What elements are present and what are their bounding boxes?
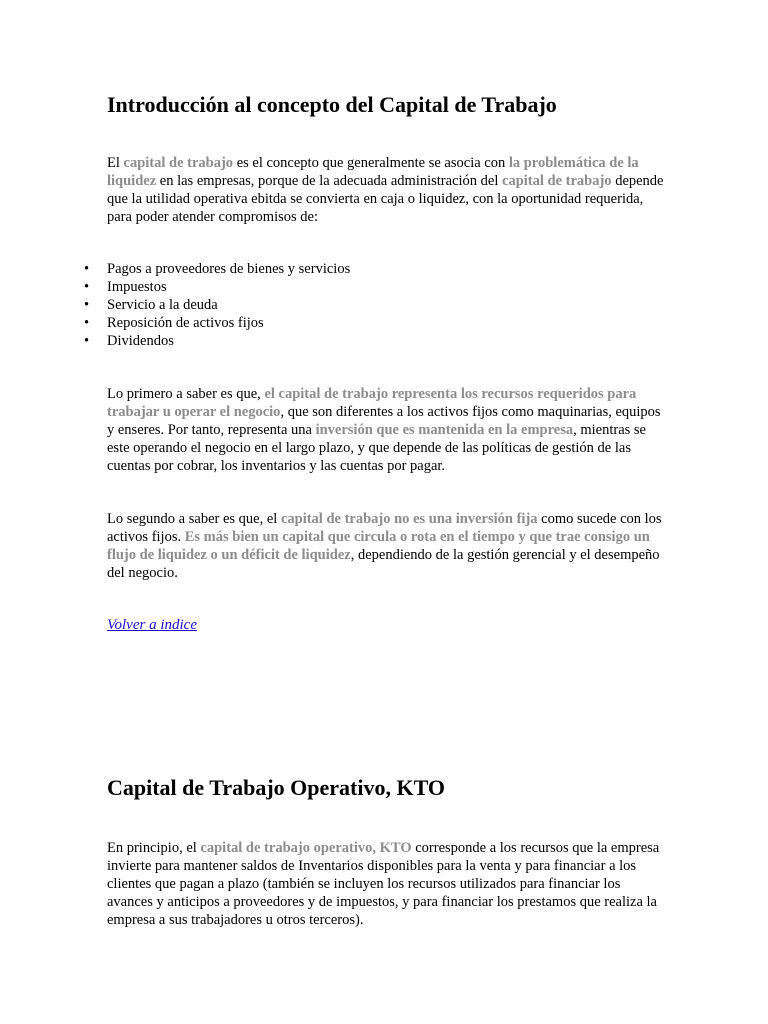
list-item: • Servicio a la deuda [107,296,667,314]
text-run: depende que la utilidad operativa ebitda se convierta en caja o liquidez, con la oportunidad requerida, para poder atender compromisos de: [107,173,664,225]
text-run: como sucede con los activos fijos. [107,511,662,545]
highlighted-phrase: capital de trabajo no es una inversión fija [280,511,538,527]
section-intro-title-block [107,92,667,118]
text-run: En principio, el [107,840,201,856]
section-kto-title-block [107,775,667,801]
list-item: • Pagos a proveedores de bienes y servicios [107,260,667,278]
highlighted-phrase: el capital de trabajo representa los recursos requeridos para trabajar u operar el negocio [107,386,637,420]
highlighted-phrase: capital de trabajo operativo, KTO [200,840,412,856]
back-to-index-link[interactable]: Volver a indice [107,617,197,633]
list-item: • Impuestos [107,278,667,296]
second-point-paragraph [107,510,667,582]
highlighted-phrase: Es más bien un capital que circula o rota en el tiempo y que trae consigo un flujo de liquidez o un déficit de liquidez [107,529,650,563]
highlighted-phrase: la problemática de la liquidez [107,155,639,189]
text-run: , dependiendo de la gestión gerencial y el desempeño del negocio. [107,547,660,581]
back-link-block [107,616,667,634]
paragraph-text [107,839,667,929]
highlighted-phrase: inversión que es mantenida en la empresa [315,422,574,438]
text-run: corresponde a los recursos que la empresa invierte para mantener saldos de Inventarios disponibles para la venta y para financiar a los clientes que pagan a plazo (también se incluyen los recursos utilizados para financiar los avances y anticipos a proveedores y de impuestos, y para financiar los prestamos que realiza la empresa a sus trabajadores u otros terceros). [107,840,660,928]
list-item: • Dividendos [107,332,667,350]
text-run: El [107,155,124,171]
text-run: Lo primero a saber es que, [107,386,265,402]
paragraph-text [107,385,667,475]
list-item: • Reposición de activos fijos [107,314,667,332]
text-run: es el concepto que generalmente se asocia con [233,155,509,171]
paragraph-text [107,154,667,226]
text-run: , que son diferentes a los activos fijos como maquinarias, equipos y enseres. Por tanto, representa una [107,404,661,438]
section-title: Introducción al concepto del Capital de Trabajo [107,92,557,117]
text-run: en las empresas, porque de la adecuada administración del [156,173,503,189]
text-run: Lo segundo a saber es que, el [107,511,281,527]
highlighted-phrase: capital de trabajo [502,173,612,189]
text-run: , mientras se este operando el negocio en el largo plazo, y que depende de las políticas de gestión de las cuentas por cobrar, los inventarios y las cuentas por pagar. [107,422,646,474]
section-title: Capital de Trabajo Operativo, KTO [107,775,445,800]
commitments-list [107,260,667,350]
kto-paragraph [107,839,667,929]
paragraph-text [107,510,667,582]
intro-paragraph [107,154,667,226]
highlighted-phrase: capital de trabajo [123,155,234,171]
first-point-paragraph [107,385,667,475]
